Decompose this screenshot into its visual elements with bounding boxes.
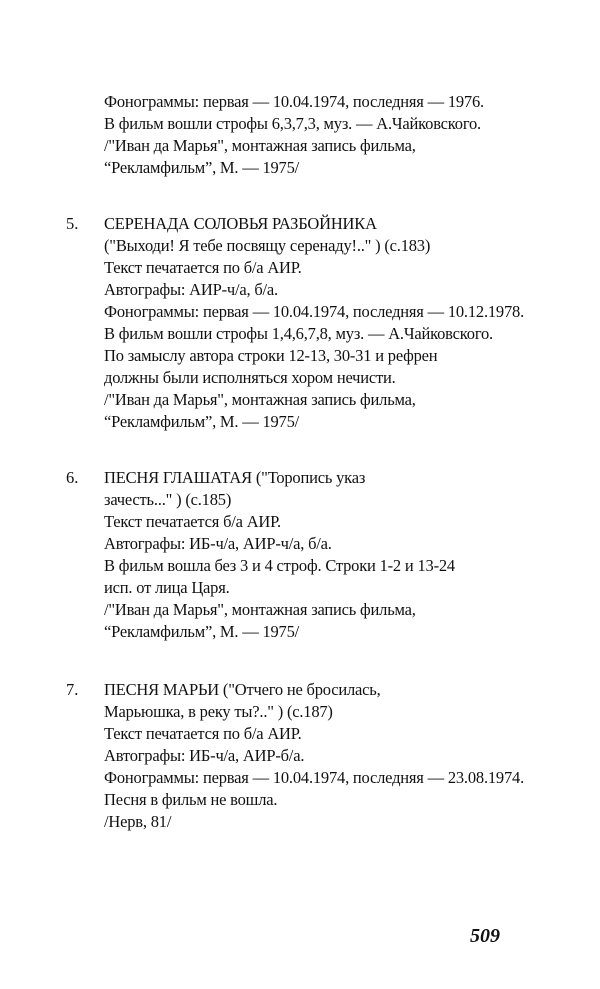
entry-line: /Нерв, 81/ <box>104 812 172 831</box>
entry-line: Текст печатается по б/а АИР. <box>104 724 302 743</box>
entry-line: Автографы: ИБ-ч/а, АИР-б/а. <box>104 746 305 765</box>
intro-line: “Рекламфильм”, М. — 1975/ <box>104 158 300 177</box>
entry-line: Марьюшка, в реку ты?.." ) (с.187) <box>104 702 333 721</box>
entry-title: ПЕСНЯ ГЛАШАТАЯ ("Торопись указ <box>104 468 366 487</box>
entry-number: 5. <box>66 214 79 233</box>
entry-number: 7. <box>66 680 79 699</box>
entry-title: ПЕСНЯ МАРЬИ ("Отчего не бросилась, <box>104 680 381 699</box>
entry-line: Текст печатается б/а АИР. <box>104 512 281 531</box>
entry-line: Песня в фильм не вошла. <box>104 790 278 809</box>
entry-line: “Рекламфильм”, М. — 1975/ <box>104 412 300 431</box>
intro-line: В фильм вошли строфы 6,3,7,3, муз. — А.Чайковского. <box>104 114 481 133</box>
entry-line: должны были исполняться хором нечисти. <box>104 368 396 387</box>
entry-line: Автографы: АИР-ч/а, б/а. <box>104 280 278 299</box>
entry-title: СЕРЕНАДА СОЛОВЬЯ РАЗБОЙНИКА <box>104 214 377 233</box>
entry-line: /"Иван да Марья", монтажная запись фильма, <box>104 600 416 619</box>
entry-line: Автографы: ИБ-ч/а, АИР-ч/а, б/а. <box>104 534 332 553</box>
entry-line: В фильм вошла без 3 и 4 строф. Строки 1-2 и 13-24 <box>104 556 455 575</box>
entry-5 <box>104 213 584 433</box>
entry-line: В фильм вошли строфы 1,4,6,7,8, муз. — А.Чайковского. <box>104 324 493 343</box>
entry-line: исп. от лица Царя. <box>104 578 230 597</box>
entry-6 <box>104 467 584 643</box>
entry-number: 6. <box>66 468 79 487</box>
entry-line: По замыслу автора строки 12-13, 30-31 и рефрен <box>104 346 438 365</box>
entry-line: ("Выходи! Я тебе посвящу серенаду!.." ) (с.183) <box>104 236 431 255</box>
entry-line: зачесть..." ) (с.185) <box>104 490 232 509</box>
entry-line: Фонограммы: первая — 10.04.1974, последняя — 23.08.1974. <box>104 768 525 787</box>
entry-line: Фонограммы: первая — 10.04.1974, последняя — 10.12.1978. <box>104 302 525 321</box>
intro-line: /"Иван да Марья", монтажная запись фильма, <box>104 136 416 155</box>
page-number: 509 <box>470 925 500 947</box>
entry-line: “Рекламфильм”, М. — 1975/ <box>104 622 300 641</box>
entry-7 <box>104 679 584 833</box>
entry-line: /"Иван да Марья", монтажная запись фильма, <box>104 390 416 409</box>
entry-line: Текст печатается по б/а АИР. <box>104 258 302 277</box>
intro-block <box>104 91 584 179</box>
intro-line: Фонограммы: первая — 10.04.1974, последняя — 1976. <box>104 92 484 111</box>
